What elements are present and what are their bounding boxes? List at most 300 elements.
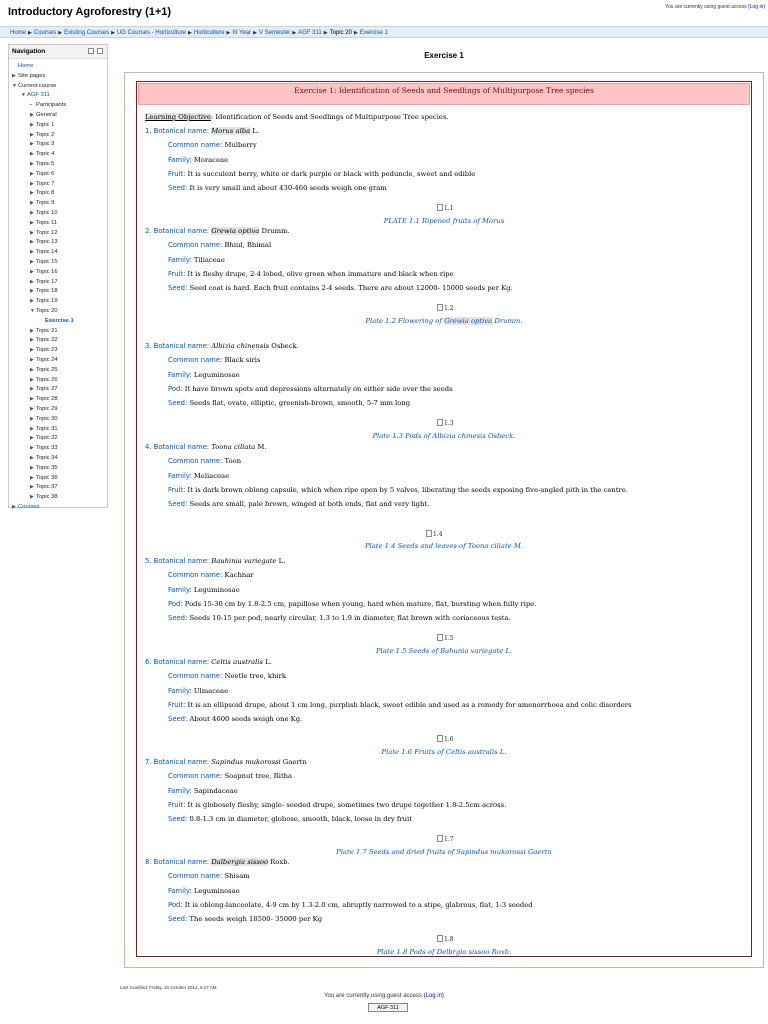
- species-number: 1.: [145, 127, 152, 135]
- nav-item-topic-17[interactable]: [30, 278, 58, 287]
- field-row: [168, 255, 225, 265]
- nav-item-label: Topic 26: [36, 376, 58, 383]
- nav-item-label: Topic 22: [36, 337, 58, 344]
- nav-item-label: Topic 17: [36, 278, 58, 285]
- field-value: Black siris: [222, 356, 261, 365]
- bullet-icon: ▪: [30, 102, 32, 109]
- field-value: Pods 15-30 cm by 1.8-2.5 cm, papillose when young, hard when mature, flat, bursting when fully ripe.: [182, 599, 537, 608]
- broken-image-icon: [437, 419, 443, 426]
- nav-item-label: Topic 27: [36, 386, 58, 393]
- species-name: Dalbergia sissoo: [211, 858, 269, 866]
- field-row: [168, 370, 240, 380]
- nav-item-label: Topic 1: [36, 121, 55, 128]
- field-value: It is fleshy drupe, 2-4 lobed, olive green when immature and black when ripe: [185, 269, 454, 278]
- botanical-name-row: [145, 757, 307, 767]
- caption-part: Plate 1.8 Pods of Delbrgia sissoo Roxb.: [376, 947, 512, 956]
- field-label: Family:: [168, 786, 192, 795]
- species-name: Celtis australis: [211, 658, 263, 666]
- collapsed-arrow-icon: ▶: [30, 396, 34, 403]
- field-row: [168, 283, 513, 293]
- nav-item-topic-24[interactable]: [30, 356, 58, 365]
- collapsed-arrow-icon: ▶: [30, 288, 34, 295]
- caption-part: Plate 1.4 Seeds and leaves of Toona ciliate M.: [364, 541, 524, 550]
- field-row: [168, 613, 511, 623]
- collapsed-arrow-icon: ▶: [30, 435, 34, 442]
- collapsed-arrow-icon: ▶: [30, 366, 34, 373]
- breadcrumb-item[interactable]: Home: [10, 30, 27, 36]
- nav-item-topic-6[interactable]: [30, 170, 54, 179]
- botanical-name-row: [145, 857, 290, 867]
- collapsed-arrow-icon: ▶: [30, 278, 34, 285]
- field-label: Common name:: [168, 241, 223, 250]
- nav-item-label: Topic 36: [36, 474, 58, 481]
- field-row: [168, 485, 628, 495]
- nav-item-topic-33[interactable]: [30, 444, 58, 453]
- breadcrumb-item[interactable]: Existing Courses: [64, 30, 110, 36]
- breadcrumb-item[interactable]: AGF 311: [298, 30, 322, 36]
- field-row: [168, 140, 257, 150]
- nav-item-topic-1[interactable]: [30, 121, 54, 130]
- image-alt-text: 1.5: [444, 634, 454, 642]
- collapsed-arrow-icon: ▶: [30, 249, 34, 256]
- collapsed-arrow-icon: ▶: [12, 504, 16, 510]
- collapsed-arrow-icon: ▶: [30, 161, 34, 167]
- field-value: Soapnut tree, Ritha: [222, 772, 293, 781]
- collapsed-arrow-icon: ▶: [30, 347, 34, 354]
- species-name: Morus alba: [211, 127, 251, 135]
- plate-caption: [138, 316, 750, 326]
- caption-part: PLATE 1.1 Ripened fruits of Morus: [383, 216, 505, 225]
- image-alt-text: 1.8: [444, 935, 454, 943]
- learning-objective: [145, 112, 449, 122]
- nav-item-topic-7[interactable]: [30, 180, 54, 189]
- breadcrumb-item[interactable]: UG Courses - Horticulture: [116, 30, 186, 36]
- nav-item-label: Topic 18: [36, 288, 58, 295]
- field-row: [168, 585, 240, 595]
- botanical-name-label: Botanical name:: [153, 858, 210, 866]
- nav-item-topic-15[interactable]: [30, 258, 58, 267]
- learning-objective-text: : Identification of Seeds and Seedlings of Multipurpose Tree species.: [210, 113, 449, 121]
- field-row: [168, 384, 453, 394]
- nav-item-topic-22[interactable]: [30, 336, 58, 345]
- nav-item-label: Topic 5: [36, 161, 55, 167]
- broken-image-icon: [437, 304, 443, 311]
- nav-item-topic-37[interactable]: [30, 483, 58, 492]
- species-author: L.: [262, 658, 272, 666]
- field-label: Seed:: [168, 500, 188, 509]
- broken-image: [426, 530, 443, 540]
- breadcrumb-separator-icon: ▶: [323, 30, 328, 36]
- nav-item-label: AGF 311: [27, 92, 50, 99]
- field-label: Fruit:: [168, 485, 186, 494]
- nav-item-label: General: [36, 112, 57, 118]
- image-alt-text: 1.1: [444, 204, 454, 212]
- field-row: [168, 183, 387, 193]
- collapsed-arrow-icon: ▶: [12, 72, 16, 79]
- nav-item-label: Topic 6: [36, 170, 55, 177]
- nav-item-label: Topic 21: [36, 327, 58, 334]
- nav-item-label: Exercise 1: [45, 317, 74, 324]
- plate-caption: [138, 847, 750, 857]
- broken-image-icon: [437, 634, 443, 641]
- species-number: 4.: [145, 443, 152, 451]
- field-label: Common name:: [168, 872, 223, 881]
- nav-item-agf-311[interactable]: [21, 91, 50, 100]
- botanical-name-label: Botanical name:: [153, 342, 210, 350]
- collapsed-arrow-icon: ▶: [30, 210, 34, 216]
- field-value: Neetle tree, khirk: [222, 672, 286, 681]
- course-home-button[interactable]: AGF 311: [368, 1003, 408, 1012]
- field-row: [168, 599, 537, 609]
- field-row: [168, 155, 228, 165]
- species-author: Gaertn: [280, 758, 307, 766]
- nav-item-topic-28[interactable]: [30, 395, 58, 404]
- species-number: 6.: [145, 658, 152, 666]
- nav-item-topic-14[interactable]: [30, 248, 58, 257]
- species-author: M.: [255, 443, 267, 451]
- nav-item-label: Topic 16: [36, 268, 58, 275]
- breadcrumb-separator-icon: ▶: [353, 30, 358, 36]
- footer-login-link[interactable]: (Log in): [423, 993, 444, 999]
- field-value: It is globosely fleshy, single- seeded drupe, sometimes two drupe together 1.8-2.5cm across.: [185, 800, 507, 809]
- image-alt-text: 1.3: [444, 419, 454, 427]
- nav-item-label: Topic 37: [36, 484, 58, 491]
- field-value: Leguminosae: [191, 370, 240, 379]
- nav-item-topic-38[interactable]: [30, 493, 58, 502]
- field-label: Family:: [168, 155, 192, 164]
- breadcrumb-item[interactable]: Horticulture: [193, 30, 225, 36]
- broken-image: [437, 735, 454, 745]
- field-label: Fruit:: [168, 700, 186, 709]
- field-value: Toon: [222, 457, 242, 466]
- botanical-name-label: Botanical name:: [153, 127, 210, 135]
- hide-block-icon[interactable]: [97, 48, 103, 54]
- botanical-name-label: Botanical name:: [153, 227, 210, 235]
- nav-item-topic-23[interactable]: [30, 346, 58, 355]
- collapsed-arrow-icon: ▶: [30, 112, 34, 118]
- caption-part: Grewia optiva: [444, 316, 493, 325]
- collapsed-arrow-icon: ▶: [30, 464, 34, 471]
- field-label: Seed:: [168, 614, 188, 623]
- page-title: Exercise 1: [424, 51, 464, 60]
- collapsed-arrow-icon: ▶: [30, 131, 34, 138]
- nav-item-topic-9[interactable]: [30, 199, 54, 208]
- nav-item-general[interactable]: [30, 111, 57, 120]
- navigation-block: [8, 44, 108, 508]
- field-label: Family:: [168, 471, 192, 480]
- species-name: Toona ciliata: [211, 443, 256, 451]
- botanical-name-row: [145, 341, 299, 351]
- field-row: [168, 700, 632, 710]
- nav-item-topic-29[interactable]: [30, 405, 58, 414]
- field-label: Common name:: [168, 457, 223, 466]
- last-modified: Last modified: Friday, 19 October 2012, 6:27 AM: [120, 985, 217, 990]
- broken-image-icon: [437, 204, 443, 211]
- nav-item-label: Topic 11: [36, 219, 58, 226]
- field-label: Common name:: [168, 571, 223, 580]
- breadcrumb-item[interactable]: Courses: [33, 30, 57, 36]
- field-label: Pod:: [168, 900, 183, 909]
- botanical-name-row: [145, 657, 272, 667]
- image-alt-text: 1.2: [444, 304, 454, 312]
- nav-item-label: Topic 38: [36, 494, 58, 501]
- nav-item-label: Topic 13: [36, 239, 58, 246]
- field-label: Seed:: [168, 915, 188, 924]
- nav-item-label: Topic 12: [36, 229, 58, 236]
- broken-image: [437, 304, 454, 314]
- nav-item-topic-26[interactable]: [30, 376, 58, 385]
- nav-item-topic-36[interactable]: [30, 474, 58, 483]
- field-row: [168, 269, 454, 279]
- nav-item-label: Topic 9: [36, 200, 55, 207]
- field-label: Fruit:: [168, 800, 186, 809]
- field-value: It is succulent berry, white or dark purple or black with peduncle, sweet and edible: [185, 169, 476, 178]
- plate-caption: [138, 747, 750, 757]
- nav-item-label: Topic 32: [36, 435, 58, 442]
- broken-image: [437, 935, 454, 945]
- expanded-arrow-icon: ▼: [30, 308, 35, 314]
- image-alt-text: 1.6: [444, 735, 454, 743]
- field-label: Family:: [168, 370, 192, 379]
- collapsed-arrow-icon: ▶: [30, 474, 34, 481]
- nav-item-label: Topic 15: [36, 259, 58, 265]
- footer-login-info: [0, 993, 768, 999]
- breadcrumb-separator-icon: ▶: [28, 30, 32, 36]
- nav-item-topic-34[interactable]: [30, 454, 58, 463]
- nav-item-exercise-1[interactable]: [39, 317, 74, 326]
- caption-part: Plate 1.7 Seeds and dried fruits of Sapindus mukorossi Gaertn: [336, 847, 552, 856]
- nav-item-topic-21[interactable]: [30, 327, 58, 336]
- nav-item-topic-35[interactable]: [30, 464, 58, 473]
- field-value: Seeds flat, ovate, elliptic, greenish-brown, smooth, 5-7 mm long: [187, 399, 411, 408]
- nav-item-label: Current course: [18, 82, 57, 89]
- nav-item-label: Topic 33: [36, 445, 58, 452]
- nav-item-topic-32[interactable]: [30, 434, 58, 443]
- nav-item-topic-11[interactable]: [30, 219, 57, 228]
- collapsed-arrow-icon: ▶: [30, 445, 34, 452]
- field-label: Family:: [168, 585, 192, 594]
- breadcrumb-separator-icon: ▶: [253, 30, 257, 36]
- nav-item-topic-3[interactable]: [30, 140, 54, 149]
- species-number: 2.: [145, 227, 152, 235]
- field-value: Tiliaceae: [191, 255, 225, 264]
- species-author: L.: [276, 557, 286, 565]
- breadcrumb-separator-icon: ▶: [292, 30, 297, 36]
- field-label: Fruit:: [168, 269, 186, 278]
- field-value: 0.8-1.3 cm in diameter, globose, smooth, black, loose in dry fruit: [187, 815, 412, 824]
- collapsed-arrow-icon: ▶: [30, 386, 34, 393]
- field-label: Family:: [168, 686, 192, 695]
- nav-item-topic-5[interactable]: [30, 160, 54, 169]
- collapsed-arrow-icon: ▶: [30, 376, 34, 383]
- field-value: Leguminosae: [191, 585, 240, 594]
- broken-image: [437, 835, 454, 845]
- collapsed-arrow-icon: ▶: [30, 190, 34, 197]
- caption-part: Drumm.: [492, 316, 523, 325]
- nav-item-topic-31[interactable]: [30, 425, 58, 434]
- collapsed-arrow-icon: ▶: [30, 259, 34, 265]
- collapsed-arrow-icon: ▶: [30, 170, 34, 177]
- nav-item-topic-4[interactable]: [30, 150, 54, 159]
- field-value: Seeds 10-15 per pod, nearly circular, 1.3 to 1.9 in diameter, flat brown with coriaceous testa.: [187, 614, 511, 623]
- field-label: Family:: [168, 255, 192, 264]
- collapsed-arrow-icon: ▶: [30, 151, 34, 158]
- nav-item-topic-27[interactable]: [30, 385, 58, 394]
- navigation-title: Navigation: [12, 48, 46, 55]
- field-row: [168, 169, 475, 179]
- species-name: Grewia optiva: [211, 227, 260, 235]
- broken-image-icon: [437, 735, 443, 742]
- nav-item-label: Home: [18, 63, 34, 69]
- field-row: [168, 240, 271, 250]
- field-row: [168, 471, 229, 481]
- collapsed-arrow-icon: ▶: [30, 200, 34, 207]
- species-number: 7.: [145, 758, 152, 766]
- botanical-name-label: Botanical name:: [153, 443, 210, 451]
- field-row: [168, 398, 410, 408]
- nav-item-courses[interactable]: [12, 503, 40, 512]
- collapsed-arrow-icon: ▶: [30, 337, 34, 344]
- nav-item-label: Topic 4: [36, 151, 55, 158]
- collapsed-arrow-icon: ▶: [30, 239, 34, 246]
- dock-block-icon[interactable]: [88, 48, 94, 54]
- collapsed-arrow-icon: ▶: [30, 229, 34, 236]
- field-label: Common name:: [168, 141, 223, 150]
- species-name: Albizia chinensis: [211, 342, 270, 350]
- nav-item-label: Topic 30: [36, 415, 58, 422]
- field-label: Seed:: [168, 399, 188, 408]
- field-row: [168, 886, 240, 896]
- field-row: [168, 800, 506, 810]
- species-author: Drumm.: [259, 227, 290, 235]
- collapsed-arrow-icon: ▶: [30, 180, 34, 187]
- nav-item-site-pages[interactable]: [12, 72, 45, 81]
- login-info: [665, 4, 765, 10]
- nav-item-topic-13[interactable]: [30, 238, 58, 247]
- field-value: It is dark brown oblong capsule, which when ripe open by 5 valves, liberating the seeds exposing five-angled pith in the centre.: [185, 485, 628, 494]
- field-value: It is very small and about 430-460 seeds weigh one gram: [187, 184, 387, 193]
- nav-item-label: Participants: [36, 102, 67, 109]
- expanded-arrow-icon: ▼: [21, 92, 26, 99]
- breadcrumb-item[interactable]: V Semester: [258, 30, 291, 36]
- nav-item-label: Topic 2: [36, 131, 55, 138]
- breadcrumb-item[interactable]: Exercise 1: [359, 30, 388, 36]
- nav-item-current-course[interactable]: [12, 82, 56, 91]
- nav-item-label: Topic 20: [36, 308, 58, 314]
- nav-item-topic-16[interactable]: [30, 268, 58, 277]
- field-value: Sapindaceae: [191, 786, 238, 795]
- field-value: It is oblong-lanceolate, 4-9 cm by 1.3-2.0 cm, abruptly narrowed to a stipe, glabrous, flat, 1-3 seeded: [182, 900, 533, 909]
- nav-item-topic-18[interactable]: [30, 287, 58, 296]
- nav-item-label: Topic 23: [36, 347, 58, 354]
- field-value: It is an ellipsoid drupe, about 1 cm long, purplish black, sweet edible and used as a remedy for amenorrhoea and colic disorders: [185, 700, 632, 709]
- nav-item-participants[interactable]: [30, 101, 66, 110]
- breadcrumb-item[interactable]: III Year: [232, 30, 252, 36]
- login-info-text: You are currently using guest access: [665, 4, 747, 10]
- nav-item-label: Topic 8: [36, 190, 55, 197]
- nav-item-topic-10[interactable]: [30, 209, 58, 218]
- nav-item-label: Topic 24: [36, 357, 58, 363]
- nav-item-label: Topic 10: [36, 210, 58, 216]
- field-row: [168, 914, 322, 924]
- breadcrumb-separator-icon: ▶: [111, 30, 115, 36]
- nav-item-topic-12[interactable]: [30, 229, 58, 238]
- nav-item-label: Topic 3: [36, 141, 55, 148]
- breadcrumb-item: Topic 20: [329, 30, 352, 36]
- footer-login-text: You are currently using guest access: [324, 993, 422, 999]
- nav-item-topic-30[interactable]: [30, 415, 58, 424]
- field-row: [168, 355, 260, 365]
- collapsed-arrow-icon: ▶: [30, 219, 34, 226]
- nav-item-topic-8[interactable]: [30, 189, 54, 198]
- field-label: Pod:: [168, 384, 183, 393]
- collapsed-arrow-icon: ▶: [30, 494, 34, 501]
- nav-item-topic-2[interactable]: [30, 131, 54, 140]
- botanical-name-row: [145, 226, 290, 236]
- botanical-name-row: [145, 442, 266, 452]
- field-label: Common name:: [168, 772, 223, 781]
- nav-item-label: Topic 35: [36, 464, 58, 471]
- collapsed-arrow-icon: ▶: [30, 121, 34, 128]
- nav-item-label: Topic 25: [36, 366, 58, 373]
- species-name: Sapindus mukorossi: [211, 758, 281, 766]
- nav-item-label: Topic 29: [36, 406, 58, 412]
- site-title: Introductory Agroforestry (1+1): [8, 6, 172, 18]
- collapsed-arrow-icon: ▶: [30, 484, 34, 491]
- nav-item-label: Topic 14: [36, 249, 58, 256]
- species-number: 8.: [145, 858, 152, 866]
- collapsed-arrow-icon: ▶: [30, 268, 34, 275]
- species-author: Osbeck.: [269, 342, 299, 350]
- broken-image-icon: [437, 935, 443, 942]
- broken-image: [437, 634, 454, 644]
- field-label: Seed:: [168, 184, 188, 193]
- caption-part: Plate 1.6 Fruits of Celtis australis L.: [381, 747, 507, 756]
- nav-item-topic-19[interactable]: [30, 297, 58, 306]
- field-value: About 4600 seeds weigh one Kg.: [187, 715, 303, 724]
- nav-item-label: Topic 28: [36, 396, 58, 403]
- field-value: Kachnar: [222, 571, 254, 580]
- field-row: [168, 499, 429, 509]
- nav-item-topic-20[interactable]: [30, 307, 58, 316]
- image-alt-text: 1.7: [444, 835, 454, 843]
- botanical-name-label: Botanical name:: [153, 658, 210, 666]
- nav-item-home[interactable]: [12, 62, 33, 71]
- field-label: Family:: [168, 886, 192, 895]
- field-row: [168, 814, 412, 824]
- learning-objective-label: Learning Objective: [145, 113, 211, 121]
- field-label: Common name:: [168, 356, 223, 365]
- breadcrumb-separator-icon: ▶: [58, 30, 63, 36]
- field-value: Seed coat is hard. Each fruit contains 2-4 seeds. There are about 12000- 15000 seeds per Kg.: [187, 284, 513, 293]
- login-link[interactable]: (Log in): [748, 4, 765, 10]
- collapsed-arrow-icon: ▶: [30, 415, 34, 422]
- plate-caption: [138, 646, 750, 656]
- species-number: 3.: [145, 342, 152, 350]
- field-label: Seed:: [168, 815, 188, 824]
- breadcrumb: [0, 26, 768, 38]
- broken-image: [437, 204, 454, 214]
- plate-caption: [138, 431, 750, 441]
- breadcrumb-separator-icon: ▶: [226, 30, 231, 36]
- botanical-name-row: [145, 126, 259, 136]
- nav-item-topic-25[interactable]: [30, 366, 58, 375]
- field-row: [168, 714, 302, 724]
- field-label: Seed:: [168, 715, 188, 724]
- field-value: The seeds weigh 18500- 35000 per Kg: [187, 915, 323, 924]
- image-alt-text: 1.4: [433, 530, 443, 538]
- field-value: Moraceae: [191, 155, 229, 164]
